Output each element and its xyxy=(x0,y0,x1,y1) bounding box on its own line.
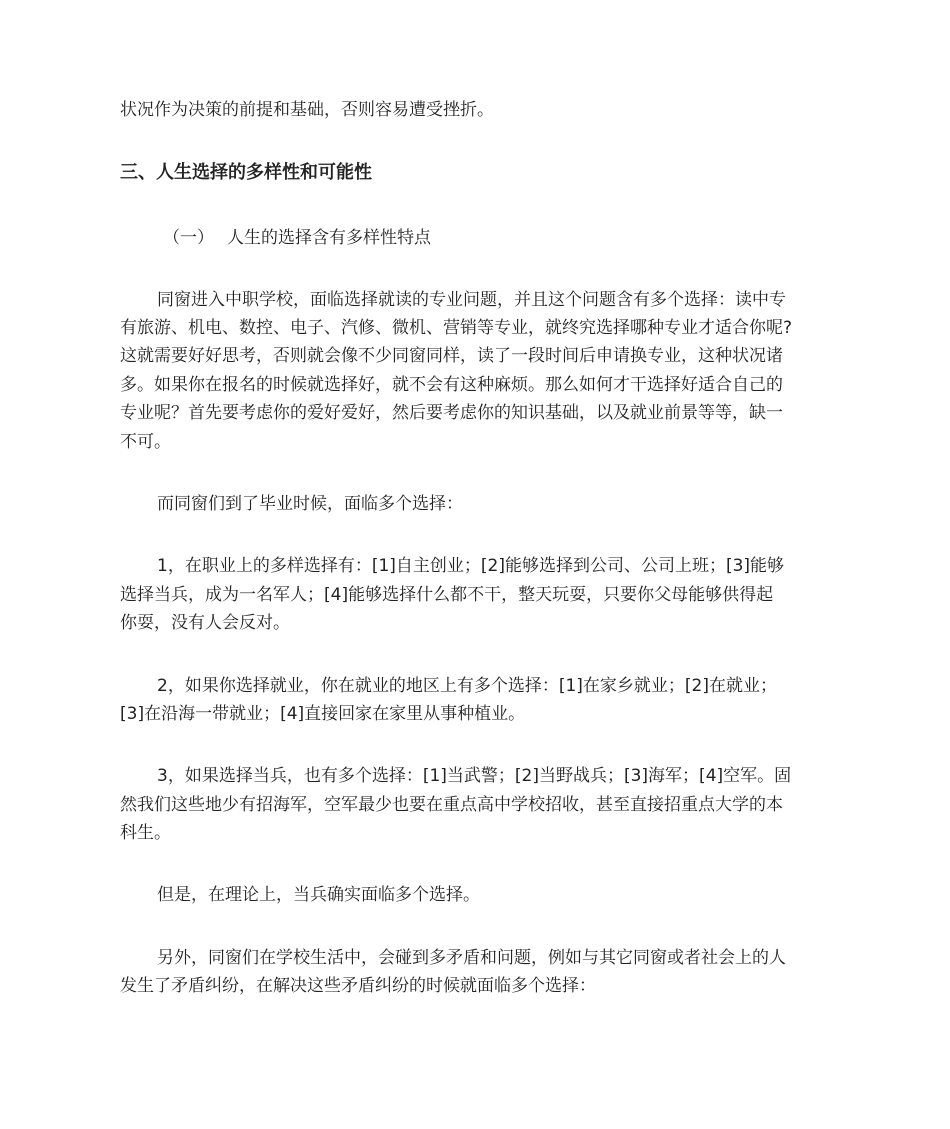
paragraph-line: 2，如果你选择就业，你在就业的地区上有多个选择：[1]在家乡就业；[2]在就业； xyxy=(157,676,777,696)
paragraph-line: 专业呢？首先要考虑你的爱好爱好，然后要考虑你的知识基础，以及就业前景等等，缺一 xyxy=(120,403,783,423)
subsection-heading xyxy=(163,228,431,248)
paragraph-line: 你耍，没有人会反对。 xyxy=(120,613,290,633)
paragraph-line: 发生了矛盾纠纷，在解决这些矛盾纠纷的时候就面临多个选择： xyxy=(120,976,596,996)
subsection-number: （一） xyxy=(163,228,214,248)
paragraph-line: [3]在沿海一带就业；[4]直接回家在家里从事种植业。 xyxy=(120,704,526,724)
paragraph-line: 状况作为决策的前提和基础，否则容易遭受挫折。 xyxy=(120,100,494,120)
paragraph-line: 3，如果选择当兵，也有多个选择：[1]当武警；[2]当野战兵；[3]海军；[4]空军。固 xyxy=(157,766,792,786)
paragraph-line: 1，在职业上的多样选择有：[1]自主创业；[2]能够选择到公司、公司上班；[3]能够 xyxy=(157,556,785,576)
paragraph-line: 多。如果你在报名的时候就选择好，就不会有这种麻烦。那么如何才干选择好适合自己的 xyxy=(120,375,783,395)
paragraph-line: 而同窗们到了毕业时候，面临多个选择： xyxy=(157,494,463,514)
paragraph-line: 选择当兵，成为一名军人；[4]能够选择什么都不干，整天玩耍，只要你父母能够供得起 xyxy=(120,585,774,605)
paragraph-line: 但是，在理论上，当兵确实面临多个选择。 xyxy=(157,885,480,905)
paragraph-line: 有旅游、机电、数控、电子、汽修、微机、营销等专业，就终究选择哪种专业才适合你呢? xyxy=(120,318,793,338)
paragraph-line: 不可。 xyxy=(120,432,171,452)
paragraph-line: 同窗进入中职学校，面临选择就读的专业问题，并且这个问题含有多个选择：读中专 xyxy=(157,290,786,310)
subsection-title: 人生的选择含有多样性特点 xyxy=(227,228,431,248)
paragraph-line: 这就需要好好思考，否则就会像不少同窗同样，读了一段时间后申请换专业，这种状况诸 xyxy=(120,346,783,366)
paragraph-line: 另外，同窗们在学校生活中，会碰到多矛盾和问题，例如与其它同窗或者社会上的人 xyxy=(157,948,786,968)
paragraph-line: 然我们这些地少有招海军，空军最少也要在重点高中学校招收，甚至直接招重点大学的本 xyxy=(120,795,783,815)
paragraph-line: 科生。 xyxy=(120,823,171,843)
section-heading: 三、人生选择的多样性和可能性 xyxy=(120,162,372,183)
